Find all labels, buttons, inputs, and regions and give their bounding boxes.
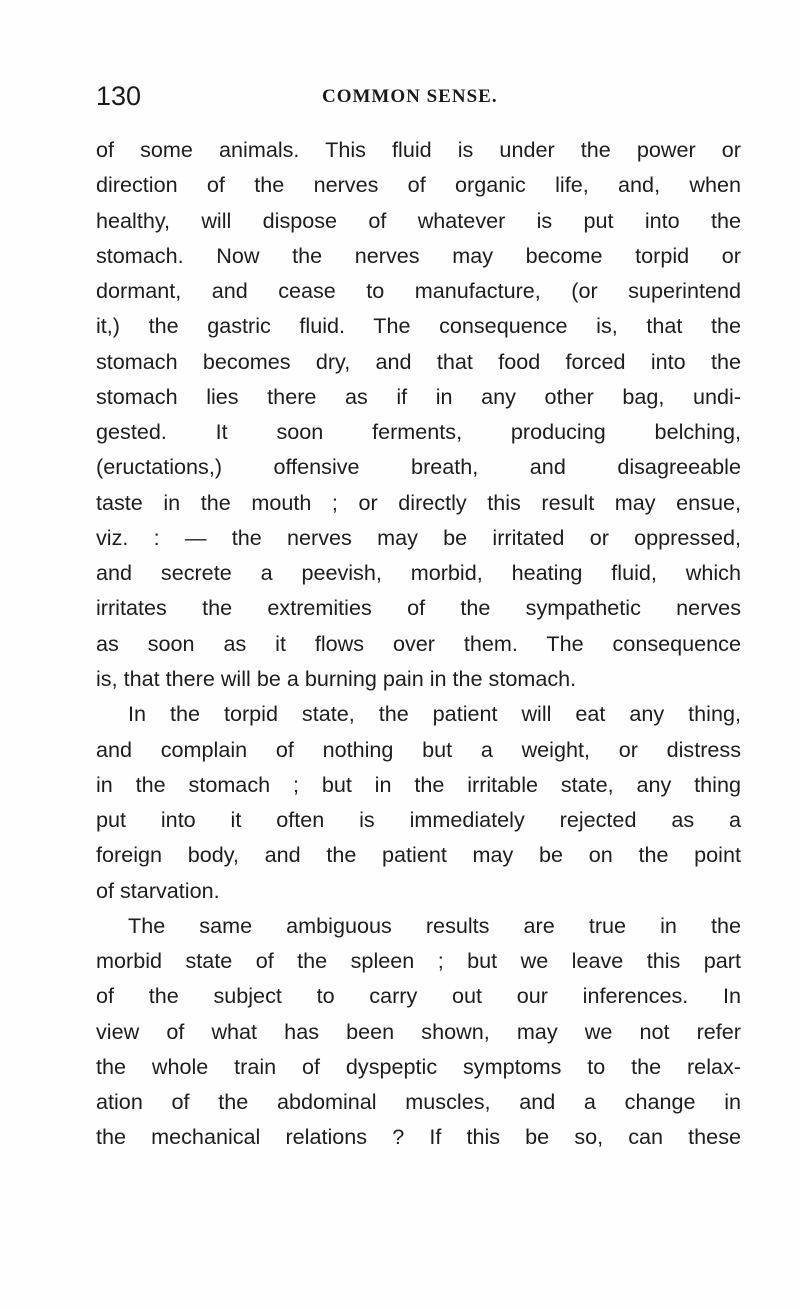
- text-line: stomach becomes dry, and that food forced into the: [96, 348, 741, 374]
- text-line: in the stomach ; but in the irritable state, any thing: [96, 771, 741, 797]
- text-line: ation of the abdominal muscles, and a change in: [96, 1089, 741, 1115]
- text-line: dormant, and cease to manufacture, (or superintend: [96, 278, 741, 304]
- text-line: is, that there will be a burning pain in the stomach.: [96, 665, 577, 691]
- text-line: and complain of nothing but a weight, or distress: [96, 736, 741, 762]
- text-line: healthy, will dispose of whatever is put into the: [96, 207, 741, 233]
- text-line: of the subject to carry out our inferences. In: [96, 983, 741, 1009]
- text-line: it,) the gastric fluid. The consequence is, that the: [96, 313, 741, 339]
- text-line: the whole train of dyspeptic symptoms to the relax-: [96, 1053, 741, 1079]
- text-line: and secrete a peevish, morbid, heating fluid, which: [96, 560, 741, 586]
- text-line: morbid state of the spleen ; but we leave this part: [96, 948, 741, 974]
- text-line: as soon as it flows over them. The consequence: [96, 630, 741, 656]
- text-line: stomach. Now the nerves may become torpid or: [96, 242, 741, 268]
- text-line: of starvation.: [96, 877, 220, 903]
- text-line: taste in the mouth ; or directly this result may ensue,: [96, 489, 741, 515]
- text-line: the mechanical relations ? If this be so, can these: [96, 1124, 741, 1150]
- text-line: put into it often is immediately rejected as a: [96, 807, 741, 833]
- text-line: The same ambiguous results are true in the: [128, 912, 741, 938]
- text-line: foreign body, and the patient may be on the point: [96, 842, 741, 868]
- text-line: stomach lies there as if in any other bag, undi-: [96, 383, 741, 409]
- running-header: [96, 78, 741, 114]
- running-title: COMMON SENSE.: [322, 86, 498, 107]
- text-line: view of what has been shown, may we not refer: [96, 1018, 741, 1044]
- text-line: viz. : — the nerves may be irritated or oppressed,: [96, 524, 741, 550]
- body-text: [96, 132, 741, 1155]
- text-line: irritates the extremities of the sympathetic nerves: [96, 595, 741, 621]
- text-line: (eructations,) offensive breath, and disagreeable: [96, 454, 741, 480]
- text-line: gested. It soon ferments, producing belching,: [96, 419, 741, 445]
- text-line: direction of the nerves of organic life, and, when: [96, 172, 741, 198]
- page-number: 130: [96, 81, 142, 111]
- text-line: of some animals. This fluid is under the power or: [96, 137, 741, 162]
- text-line: In the torpid state, the patient will eat any thing,: [128, 701, 741, 727]
